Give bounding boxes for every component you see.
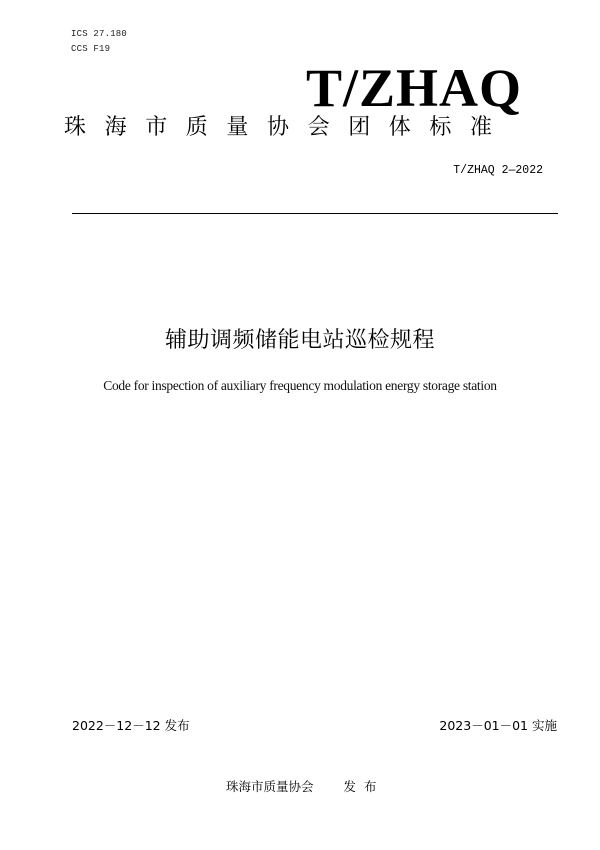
publisher-name: 珠海市质量协会 [226,779,314,794]
header-divider [72,213,558,214]
ccs-classification: CCS F19 [71,44,111,54]
standard-number: T/ZHAQ 2—2022 [453,164,543,177]
organization-standard-title: 珠海市质量协会团体标准 [64,115,511,140]
ics-classification: ICS 27.180 [71,29,128,39]
release-date: 2022－12－12 发布 [72,718,190,733]
publisher-action: 发布 [343,779,385,794]
document-title-en: Code for inspection of auxiliary frequency modulation energy storage station [103,378,497,393]
standard-code-logo: T/ZHAQ [305,58,522,118]
document-title-zh: 辅助调频储能电站巡检规程 [164,328,435,353]
publisher-line [226,777,385,795]
implementation-date: 2023－01－01 实施 [439,718,557,733]
